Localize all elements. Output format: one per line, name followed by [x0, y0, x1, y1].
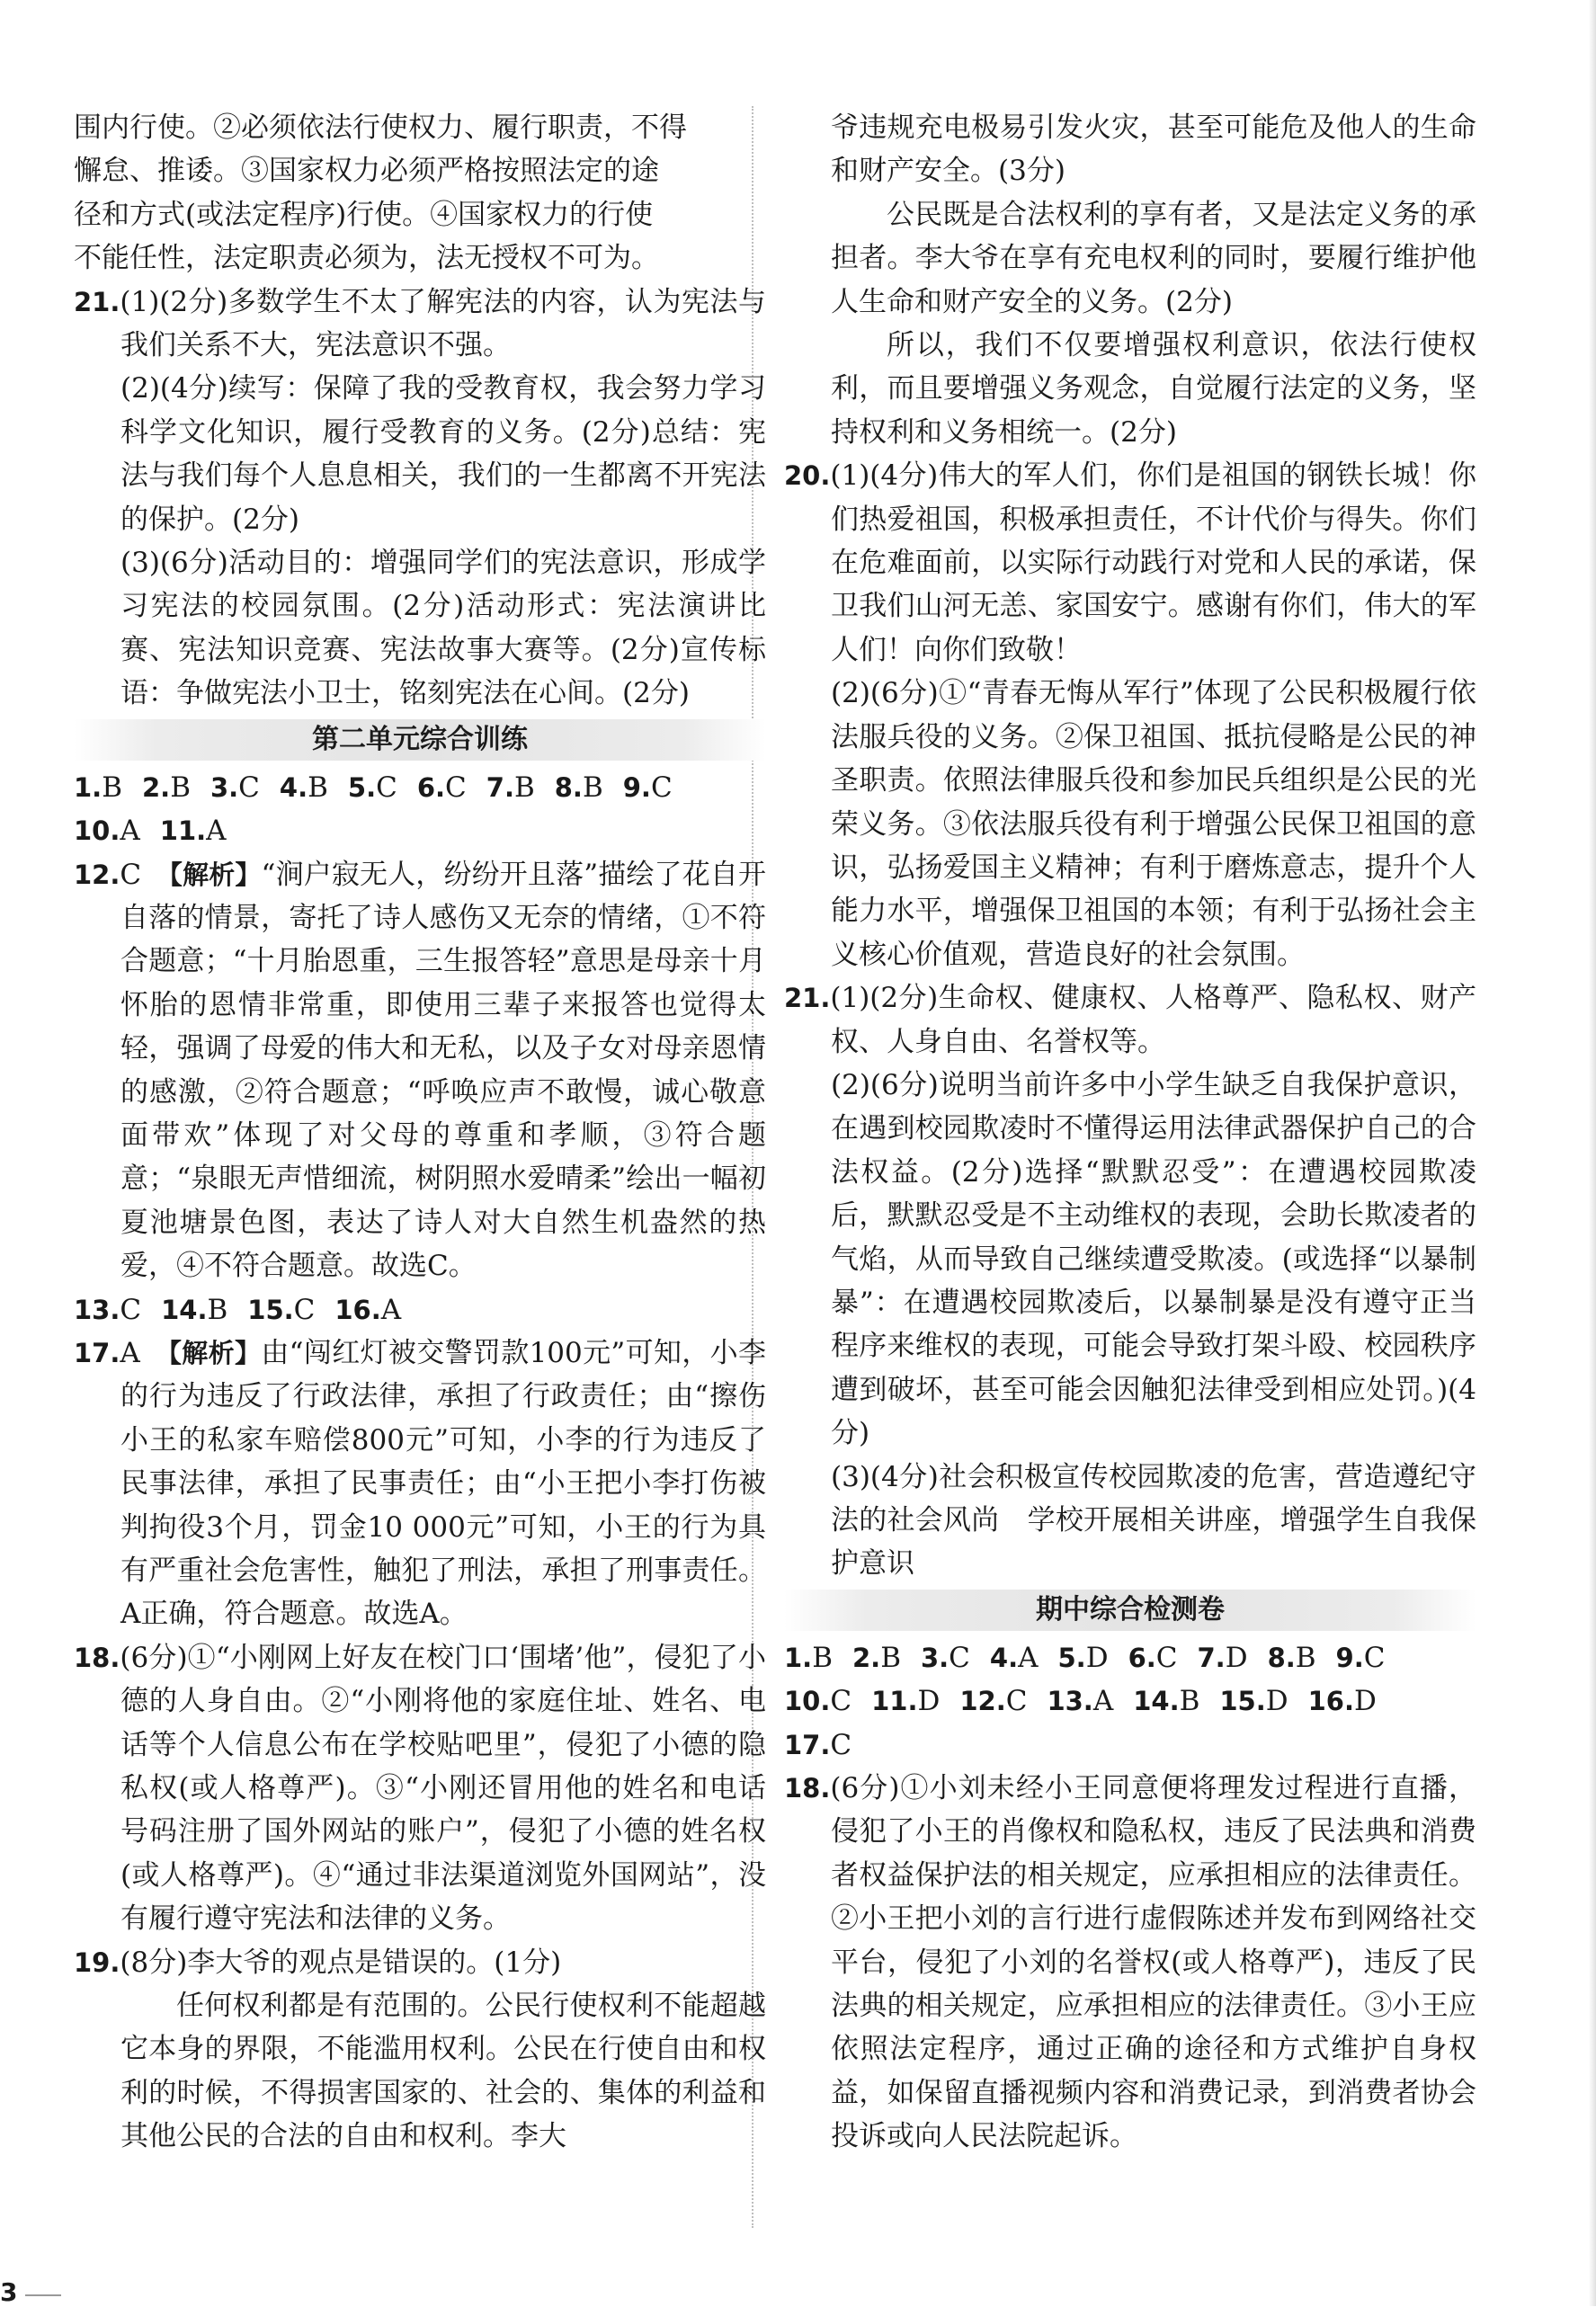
right-column	[784, 106, 1476, 2159]
analysis-text: 由“闯红灯被交警罚款100元”可知，小李的行为违反了行政法律，承担了行政责任；由“擦伤小王的私家车赔偿800元”可知，小李的行为违反了民事法律，承担了民事责任；由“小王把小李打伤被判拘役3个月，罚金10 000元”可知，小王的行为具有严重社会危害性，触犯了刑法，承担了刑事责任。A正确，符合题意。故选A。	[120, 1336, 766, 1631]
answer-item: 4.A	[989, 1641, 1039, 1674]
answer-row	[74, 809, 766, 852]
answer-item: 3.C	[210, 770, 260, 804]
answer-text: (6分)①“小刚网上好友在校门口‘围堵’他”，侵犯了小德的人身自由。②“小刚将他的家庭住址、姓名、电话等个人信息公布在学校贴吧里”，侵犯了小德的隐私权(或人格尊严)。③“小刚还冒用他的姓名和电话号码注册了国外网站的账户”，侵犯了小德的姓名权(或人格尊严)。④“通过非法渠道浏览外国网站”，没有履行遵守宪法和法律的义务。	[120, 1641, 766, 1936]
answer-text: 公民既是合法权利的享有者，又是法定义务的承担者。李大爷在享有充电权利的同时，要履行维护他人生命和财产安全的义务。(2分)	[831, 198, 1476, 318]
answer-item: 8.B	[1267, 1641, 1316, 1674]
page-number: 3	[0, 2277, 18, 2307]
answer-text: (1)(2分)生命权、健康权、人格尊严、隐私权、财产权、人身自由、名誉权等。	[830, 982, 1476, 1058]
answer-item: 12.C	[959, 1685, 1028, 1718]
answer-item: 7.D	[1197, 1641, 1248, 1674]
question-20	[784, 454, 1476, 976]
answer-item: 7.B	[486, 770, 535, 804]
answer-item: 14.B	[161, 1293, 228, 1326]
answer-item: 13.C	[74, 1293, 142, 1326]
answer-item: 1.B	[784, 1641, 833, 1674]
answer-item: 15.D	[1219, 1685, 1288, 1718]
answer-letter: A	[120, 1336, 140, 1369]
answer-row	[784, 1679, 1476, 1723]
answer-item: 1.B	[74, 770, 122, 804]
answer-item: 8.B	[554, 770, 603, 804]
answer-text: (3)(6分)活动目的：增强同学们的宪法意识，形成学习宪法的校园氛围。(2分)活动形式：宪法演讲比赛、宪法知识竞赛、宪法故事大赛等。(2分)宣传标语：争做宪法小卫士，铭刻宪法在心间。(2分)	[120, 547, 766, 710]
answer-text: (8分)李大爷的观点是错误的。(1分)	[120, 1946, 562, 1979]
answer-text: (2)(4分)续写：保障了我的受教育权，我会努力学习科学文化知识，履行受教育的义务。(2分)总结：宪法与我们每个人息息相关，我们的一生都离不开宪法的保护。(2分)	[120, 372, 766, 536]
answer-text: 任何权利都是有范围的。公民行使权利不能超越它本身的界限，不能滥用权利。公民在行使自由和权利的时候，不得损害国家的、社会的、集体的利益和其他公民的合法的自由和权利。李大	[120, 1990, 766, 2153]
page-edge-shadow	[1589, 0, 1596, 2306]
question-21-left	[74, 281, 766, 716]
answer-item: 14.B	[1133, 1685, 1200, 1718]
question-18-right: 18.(6分)①小刘未经小王同意便将理发过程进行直播，侵犯了小王的肖像权和隐私权，违反了民法典和消费者权益保护法的相关规定，应承担相应的法律责任。②小王把小刘的言行进行虚假陈述并发布到网络社交平台，侵犯了小刘的名誉权(或人格尊严)，违反了民法典的相关规定，应承担相应的法律责任。③小王应依照法定程序，通过正确的途径和方式维护自身权益，如保留直播视频内容和消费记录，到消费者协会投诉或向人民法院起诉。	[784, 1772, 1476, 2153]
answer-item: 11.D	[871, 1685, 941, 1718]
question-21-right	[784, 976, 1476, 1586]
answer-row	[784, 1724, 1476, 1767]
answer-text: (1)(2分)多数学生不太了解宪法的内容，认为宪法与我们关系不大，宪法意识不强。	[120, 285, 766, 362]
question-17: 17.A 【解析】由“闯红灯被交警罚款100元”可知，小李的行为违反了行政法律，承担了行政责任；由“擦伤小王的私家车赔偿800元”可知，小李的行为违反了民事法律，承担了民事责任；由“小王把小李打伤被判拘役3个月，罚金10 000元”可知，小王的行为具有严重社会危害性，触犯了刑法，承担了刑事责任。A正确，符合题意。故选A。	[74, 1336, 766, 1631]
text-line: 懈怠、推诿。③国家权力必须严格按照法定的途	[74, 155, 659, 188]
answer-item: 9.C	[1335, 1641, 1386, 1674]
analysis-tag: 【解析】	[169, 859, 262, 890]
answer-item: 6.C	[416, 770, 467, 804]
left-column	[74, 106, 766, 2159]
answer-item: 17.C	[784, 1728, 852, 1761]
answer-item: 4.B	[279, 770, 328, 804]
answer-item: 15.C	[247, 1293, 316, 1326]
answer-text: (6分)①小刘未经小王同意便将理发过程进行直播，侵犯了小王的肖像权和隐私权，违反了民法典和消费者权益保护法的相关规定，应承担相应的法律责任。②小王把小刘的言行进行虚假陈述并发布到网络社交平台，侵犯了小刘的名誉权(或人格尊严)，违反了民法典的相关规定，应承担相应的法律责任。③小王应依照法定程序，通过正确的途径和方式维护自身权益，如保留直播视频内容和消费记录，到消费者协会投诉或向人民法院起诉。	[830, 1772, 1476, 2153]
answer-row	[784, 1636, 1476, 1679]
answer-row	[74, 1288, 766, 1332]
answer-item: 10.A	[74, 815, 140, 848]
question-number: 21.	[74, 286, 120, 317]
answer-text: (1)(4分)伟大的军人们，你们是祖国的钢铁长城！你们热爱祖国，积极承担责任，不计代价与得失。你们在危难面前，以实际行动践行对党和人民的承诺，保卫我们山河无恙、家国安宁。感谢有你们，伟大的军人们！向你们致敬！	[830, 459, 1476, 666]
answer-item: 5.D	[1057, 1641, 1109, 1674]
question-19: 19.(8分)李大爷的观点是错误的。(1分)	[74, 1946, 562, 1979]
analysis-text: “涧户寂无人，纷纷开且落”描绘了花自开自落的情景，寄托了诗人感伤又无奈的情绪，①不符合题意；“十月胎恩重，三生报答轻”意思是母亲十月怀胎的恩情非常重，即使用三辈子来报答也觉得太轻，强调了母爱的伟大和无私，以及子女对母亲恩情的感激，②符合题意；“呼唤应声不敢慢，诚心敬意面带欢”体现了对父母的尊重和孝顺，③符合题意；“泉眼无声惜细流，树阴照水爱晴柔”绘出一幅初夏池塘景色图，表达了诗人对大自然生机盎然的热爱，④不符合题意。故选C。	[120, 858, 766, 1283]
question-number: 21.	[784, 983, 831, 1014]
answer-item: 9.C	[622, 770, 673, 804]
text-line: 径和方式(或法定程序)行使。④国家权力的行使	[74, 198, 654, 231]
answer-item: 2.B	[851, 1641, 901, 1674]
answer-item: 6.C	[1128, 1641, 1178, 1674]
answer-item: 3.C	[920, 1641, 970, 1674]
answer-text: (3)(4分)社会积极宣传校园欺凌的危害，营造遵纪守法的社会风尚 学校开展相关讲座，增强学生自我保护意识	[831, 1460, 1476, 1581]
answer-row	[74, 766, 766, 809]
answer-item: 5.C	[347, 770, 397, 804]
answer-letter: C	[120, 858, 142, 891]
answer-text: (2)(6分)说明当前许多中小学生缺乏自我保护意识，在遇到校园欺凌时不懂得运用法律武器保护自己的合法权益。(2分)选择“默默忍受”：在遭遇校园欺凌后，默默忍受是不主动维权的表现，会助长欺凌者的气焰，从而导致自己继续遭受欺凌。(或选择“以暴制暴”：在遭遇校园欺凌后，以暴制暴是没有遵守正当程序来维权的表现，可能会导致打架斗殴、校园秩序遭到破坏，甚至可能会因触犯法律受到相应处罚。)(4分)	[831, 1068, 1476, 1450]
answer-item: 11.A	[159, 815, 227, 848]
page-number-rule	[25, 2294, 61, 2296]
section-title: 第二单元综合训练	[74, 719, 766, 761]
question-18-left: 18.(6分)①“小刚网上好友在校门口‘围堵’他”，侵犯了小德的人身自由。②“小刚将他的家庭住址、姓名、电话等个人信息公布在学校贴吧里”，侵犯了小德的隐私权(或人格尊严)。③“小刚还冒用他的姓名和电话号码注册了国外网站的账户”，侵犯了小德的姓名权(或人格尊严)。④“通过非法渠道浏览外国网站”，没有履行遵守宪法和法律的义务。	[74, 1641, 766, 1936]
answer-item: 13.A	[1047, 1685, 1114, 1718]
section-title: 期中综合检测卷	[784, 1590, 1476, 1631]
question-number: 20.	[784, 460, 831, 492]
answer-text: (2)(6分)①“青春无悔从军行”体现了公民积极履行依法服兵役的义务。②保卫祖国、抵抗侵略是公民的神圣职责。依照法律服兵役和参加民兵组织是公民的光荣义务。③依法服兵役有利于增强公民保卫祖国的意识，弘扬爱国主义精神；有利于磨炼意志，提升个人能力水平，增强保卫祖国的本领；有利于弘扬社会主义核心价值观，营造良好的社会氛围。	[831, 677, 1476, 971]
text-line: 不能任性，法定职责必须为，法无授权不可为。	[74, 242, 659, 275]
analysis-tag: 【解析】	[168, 1337, 262, 1368]
answer-text: 爷违规充电极易引发火灾，甚至可能危及他人的生命和财产安全。(3分)	[831, 111, 1476, 188]
answer-item: 2.B	[141, 770, 191, 804]
answer-item: 16.D	[1307, 1685, 1377, 1718]
answer-item: 10.C	[784, 1685, 852, 1718]
answer-item: 16.A	[334, 1293, 402, 1326]
question-12: 12.C 【解析】“涧户寂无人，纷纷开且落”描绘了花自开自落的情景，寄托了诗人感伤又无奈的情绪，①不符合题意；“十月胎恩重，三生报答轻”意思是母亲十月怀胎的恩情非常重，即使用三辈子来报答也觉得太轻，强调了母爱的伟大和无私，以及子女对母亲恩情的感激，②符合题意；“呼唤应声不敢慢，诚心敬意面带欢”体现了对父母的尊重和孝顺，③符合题意；“泉眼无声惜细流，树阴照水爱晴柔”绘出一幅初夏池塘景色图，表达了诗人对大自然生机盎然的热爱，④不符合题意。故选C。	[74, 858, 766, 1283]
answer-text: 所以，我们不仅要增强权利意识，依法行使权利，而且要增强义务观念，自觉履行法定的义务，坚持权利和义务相统一。(2分)	[831, 329, 1476, 449]
text-line: 围内行使。②必须依法行使权力、履行职责，不得	[74, 111, 687, 144]
